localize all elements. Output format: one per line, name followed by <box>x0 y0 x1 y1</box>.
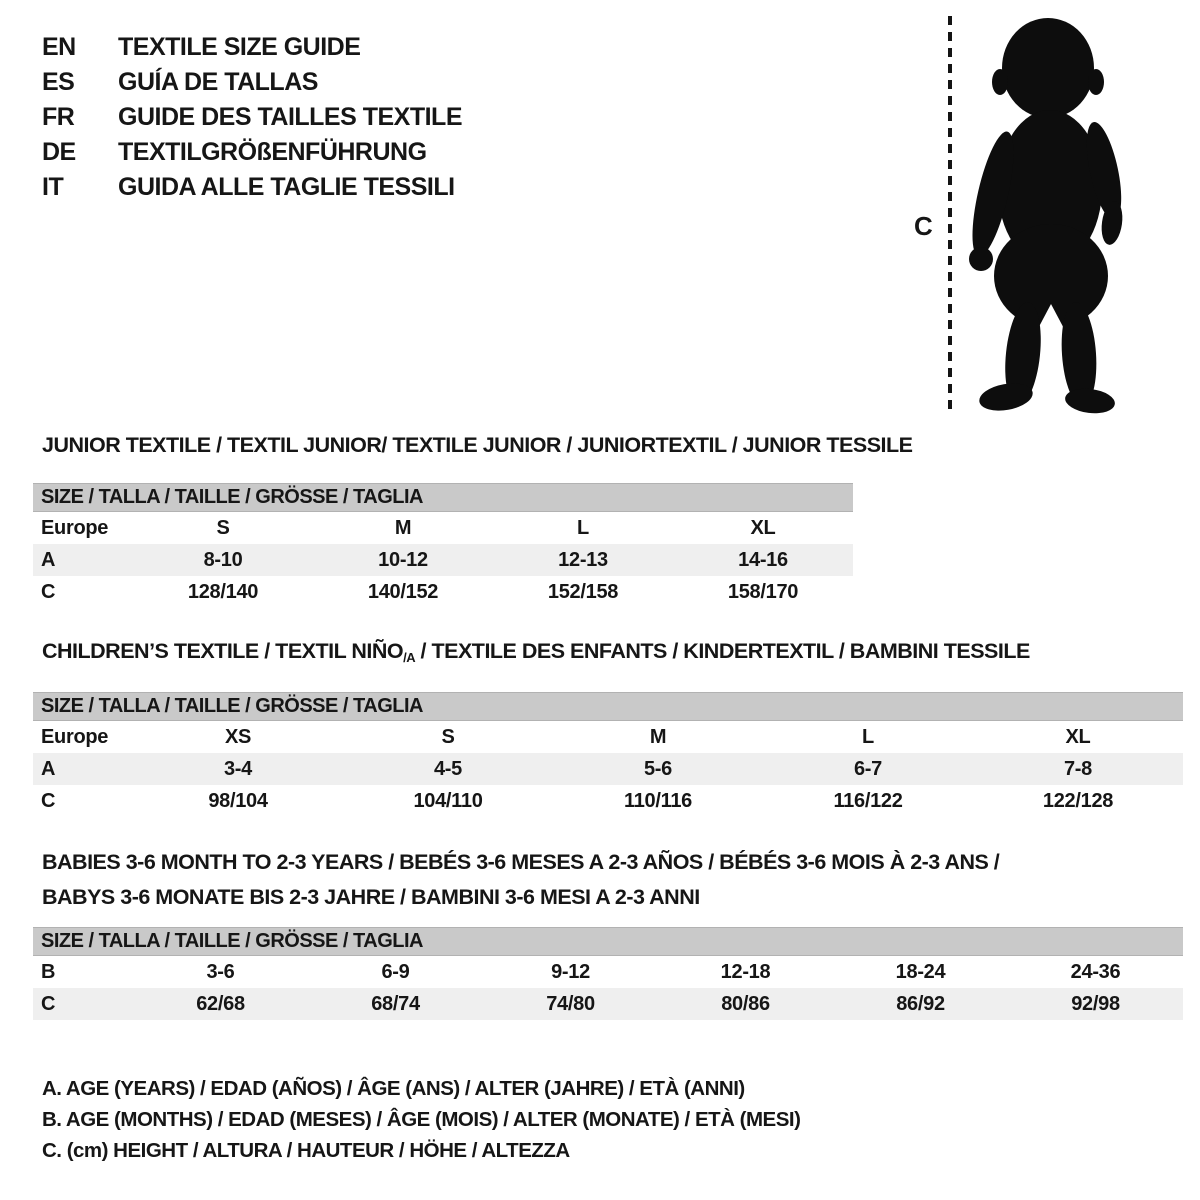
table-cell: 104/110 <box>413 789 483 812</box>
table-cell: M <box>394 516 412 539</box>
guide-title: GUIDA ALLE TAGLIE TESSILI <box>118 173 455 201</box>
table-cell: 7-8 <box>1063 757 1092 780</box>
legend-line-b: B. AGE (MONTHS) / EDAD (MESES) / ÂGE (MOIS) / ALTER (MONATE) / ETÀ (MESI) <box>42 1108 801 1131</box>
language-row <box>42 100 462 135</box>
table-cell: 24-36 <box>1070 960 1121 983</box>
language-code: FR <box>42 103 75 131</box>
table-cell: XL <box>1065 725 1091 748</box>
table-cell: 128/140 <box>187 580 259 603</box>
measurement-legend <box>42 1073 800 1166</box>
table-cell: 110/116 <box>624 789 692 812</box>
table-row <box>33 544 853 576</box>
table-cell: 158/170 <box>727 580 799 603</box>
children-size-table <box>33 692 1183 817</box>
children-table-rows <box>33 721 1183 817</box>
table-cell: 116/122 <box>833 789 903 812</box>
language-title-list <box>42 30 462 205</box>
table-cell: 122/128 <box>1042 789 1114 812</box>
language-row <box>42 135 462 170</box>
table-cell: 10-12 <box>378 548 428 571</box>
row-label: A <box>41 757 56 780</box>
table-cell: S <box>216 516 230 539</box>
table-cell: 5-6 <box>643 757 672 780</box>
row-label: C <box>41 992 56 1015</box>
language-code: EN <box>42 33 76 61</box>
guide-title: GUIDE DES TAILLES TEXTILE <box>118 103 463 131</box>
table-cell: 86/92 <box>896 992 945 1015</box>
table-row <box>33 721 1183 753</box>
table-cell: M <box>649 725 667 748</box>
table-cell: L <box>577 516 589 539</box>
table-cell: 92/98 <box>1071 992 1120 1015</box>
table-cell: 62/68 <box>196 992 245 1015</box>
guide-title: TEXTILE SIZE GUIDE <box>118 33 361 61</box>
table-cell: 3-4 <box>223 757 252 780</box>
table-cell: 152/158 <box>547 580 619 603</box>
size-header: SIZE / TALLA / TAILLE / GRÖSSE / TAGLIA <box>33 483 853 512</box>
table-row <box>33 785 1183 817</box>
measure-label-c: C <box>914 211 933 241</box>
language-code: ES <box>42 68 75 96</box>
language-row <box>42 30 462 65</box>
language-row <box>42 170 462 205</box>
row-label: A <box>41 548 56 571</box>
babies-section-title <box>42 845 999 915</box>
junior-section-title: JUNIOR TEXTILE / TEXTIL JUNIOR/ TEXTILE JUNIOR / JUNIORTEXTIL / JUNIOR TESSILE <box>42 433 913 457</box>
language-row <box>42 65 462 100</box>
junior-table-rows <box>33 512 853 608</box>
legend-line-a: A. AGE (YEARS) / EDAD (AÑOS) / ÂGE (ANS) / ALTER (JAHRE) / ETÀ (ANNI) <box>42 1077 745 1100</box>
table-row <box>33 512 853 544</box>
row-label: C <box>41 580 56 603</box>
table-row <box>33 956 1183 988</box>
table-cell: 12-18 <box>720 960 771 983</box>
language-code: IT <box>42 173 64 201</box>
table-cell: 12-13 <box>558 548 608 571</box>
table-cell: 8-10 <box>203 548 243 571</box>
language-code: DE <box>42 138 76 166</box>
table-row <box>33 576 853 608</box>
junior-size-table <box>33 483 853 608</box>
legend-line-c: C. (cm) HEIGHT / ALTURA / HAUTEUR / HÖHE / ALTEZZA <box>42 1139 570 1162</box>
toddler-silhouette-image <box>963 16 1138 416</box>
babies-size-table <box>33 927 1183 1020</box>
size-header: SIZE / TALLA / TAILLE / GRÖSSE / TAGLIA <box>33 692 1183 721</box>
row-label: Europe <box>41 725 109 748</box>
table-cell: L <box>862 725 874 748</box>
children-title-subscript: /A <box>403 650 416 665</box>
table-cell: 68/74 <box>371 992 420 1015</box>
row-label: Europe <box>41 516 109 539</box>
table-cell: 6-7 <box>853 757 882 780</box>
babies-table-rows <box>33 956 1183 1020</box>
table-cell: 80/86 <box>721 992 770 1015</box>
babies-title-line2: BABYS 3-6 MONATE BIS 2-3 JAHRE / BAMBINI 3-6 MESI A 2-3 ANNI <box>42 885 700 909</box>
table-cell: 140/152 <box>367 580 439 603</box>
table-cell: 74/80 <box>546 992 595 1015</box>
table-cell: XL <box>750 516 776 539</box>
guide-title: TEXTILGRÖßENFÜHRUNG <box>118 138 427 166</box>
table-cell: 3-6 <box>206 960 235 983</box>
children-title-text: CHILDREN’S TEXTILE / TEXTIL NIÑO <box>42 639 404 663</box>
table-row <box>33 753 1183 785</box>
table-cell: 6-9 <box>381 960 410 983</box>
size-header: SIZE / TALLA / TAILLE / GRÖSSE / TAGLIA <box>33 927 1183 956</box>
table-cell: 4-5 <box>433 757 462 780</box>
table-cell: XS <box>224 725 252 748</box>
table-cell: S <box>441 725 455 748</box>
children-section-title <box>42 638 1030 667</box>
children-title-text: / TEXTILE DES ENFANTS / KINDERTEXTIL / BAMBINI TESSILE <box>415 639 1030 663</box>
babies-title-line1: BABIES 3-6 MONTH TO 2-3 YEARS / BEBÉS 3-6 MESES A 2-3 AÑOS / BÉBÉS 3-6 MOIS À 2-3 ANS / <box>42 850 1000 874</box>
table-cell: 18-24 <box>895 960 946 983</box>
table-cell: 14-16 <box>738 548 788 571</box>
height-measure-dashed-line <box>948 16 952 416</box>
row-label: B <box>41 960 56 983</box>
table-cell: 98/104 <box>208 789 268 812</box>
guide-title: GUÍA DE TALLAS <box>118 68 318 96</box>
row-label: C <box>41 789 56 812</box>
table-cell: 9-12 <box>551 960 590 983</box>
table-row <box>33 988 1183 1020</box>
